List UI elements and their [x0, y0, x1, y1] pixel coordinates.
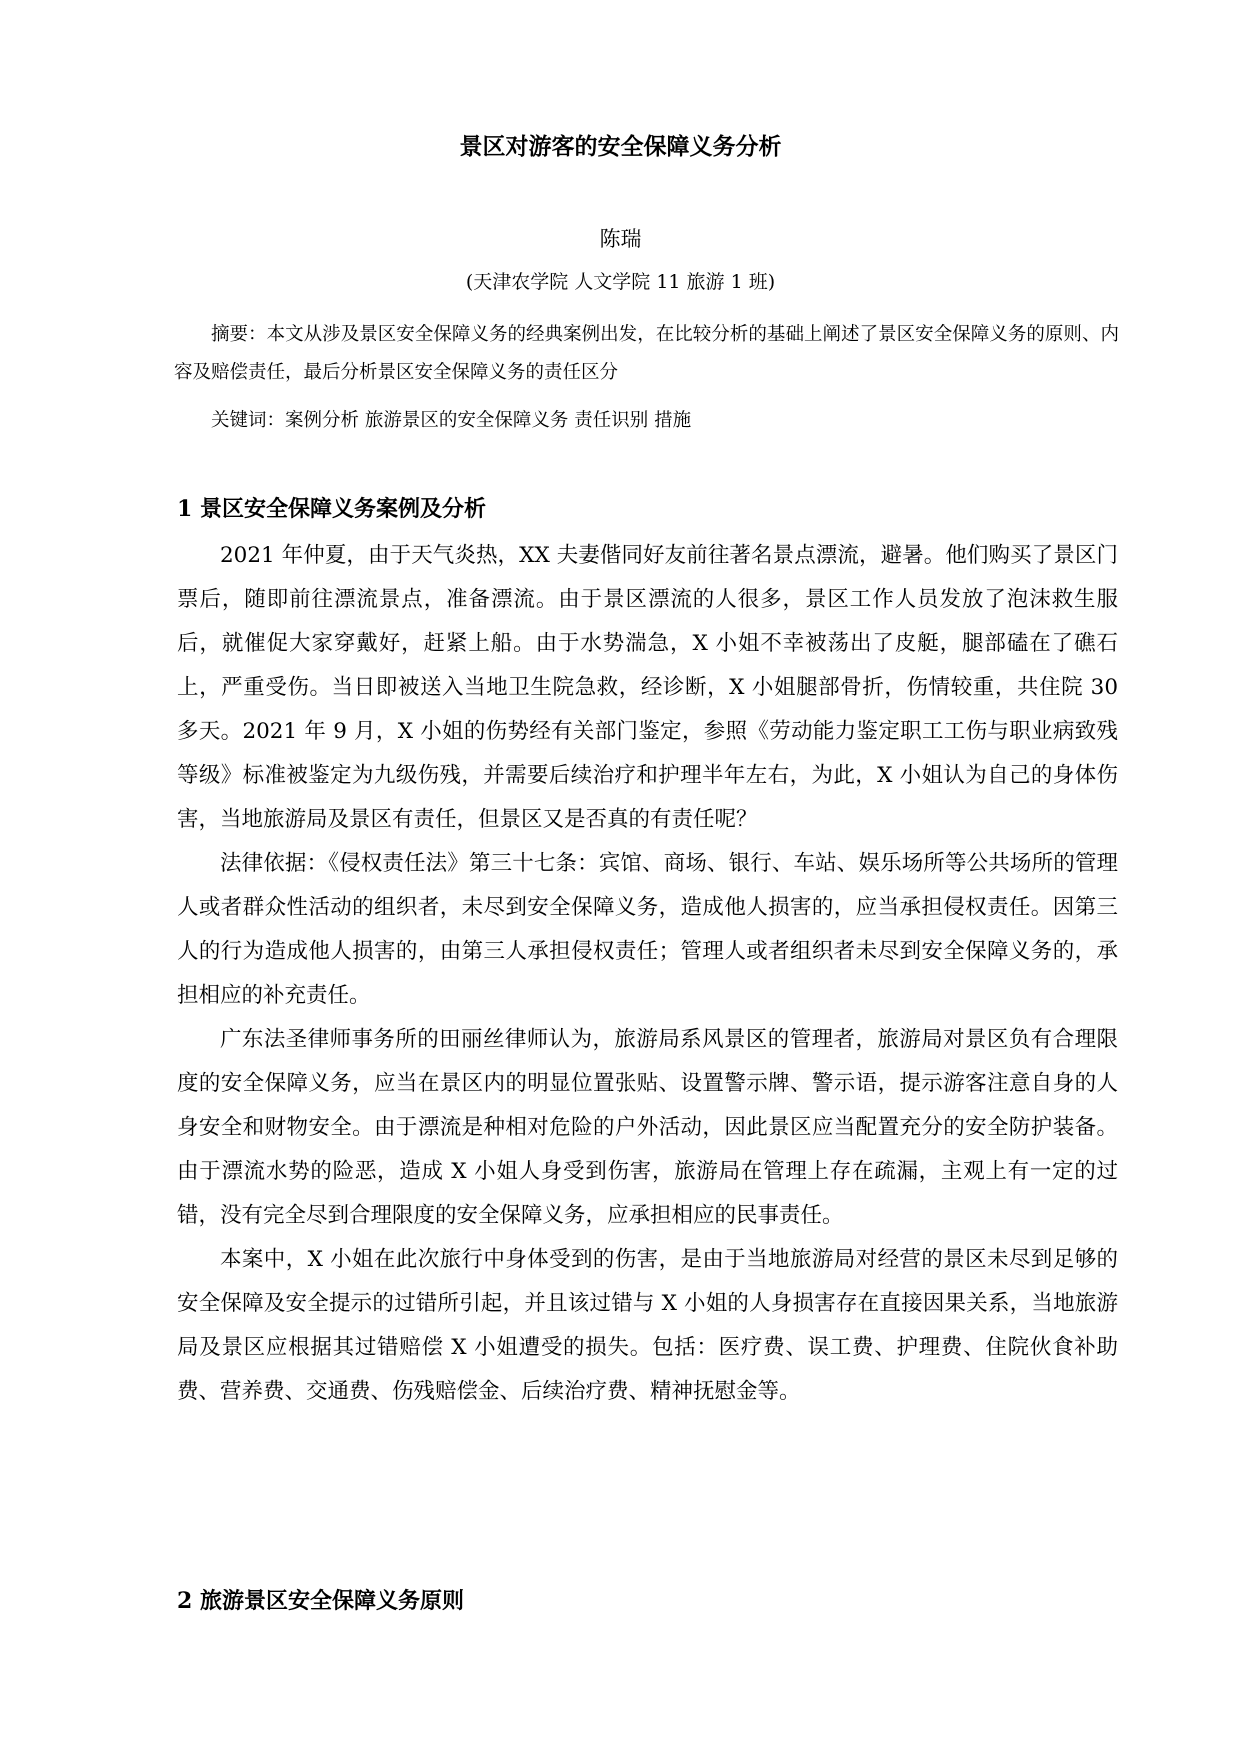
paragraph-case: 2021 年仲夏，由于天气炎热，XX 夫妻偕同好友前往著名景点漂流，避暑。他们购买了景区门票后，随即前往漂流景点，准备漂流。由于景区漂流的人很多，景区工作人员发放了泡沫救生服后，就催促大家穿戴好，赶紧上船。由于水势湍急，X 小姐不幸被荡出了皮艇，腿部磕在了礁石上，严重受伤。当日即被送入当地卫生院急救，经诊断，X 小姐腿部骨折，伤情较重，共住院 30 多天。2021 年 9 月，X 小姐的伤势经有关部门鉴定，参照《劳动能力鉴定职工工伤与职业病致残等级》标准被鉴定为九级伤残，并需要后续治疗和护理半年左右，为此，X 小姐认为自己的身体伤害，当地旅游局及景区有责任，但景区又是否真的有责任呢？	[177, 543, 1118, 832]
paragraph-conclusion: 本案中，X 小姐在此次旅行中身体受到的伤害，是由于当地旅游局对经营的景区未尽到足够的安全保障及安全提示的过错所引起，并且该过错与 X 小姐的人身损害存在直接因果关系，当地旅游局及景区应根据其过错赔偿 X 小姐遭受的损失。包括：医疗费、误工费、护理费、住院伙食补助费、营养费、交通费、伤残赔偿金、后续治疗费、精神抚慰金等。	[177, 1247, 1118, 1404]
section-heading-1: 1 景区安全保障义务案例及分析	[177, 496, 486, 522]
paragraph-lawyer-opinion: 广东法圣律师事务所的田丽丝律师认为，旅游局系风景区的管理者，旅游局对景区负有合理限度的安全保障义务，应当在景区内的明显位置张贴、设置警示牌、警示语，提示游客注意自身的人身安全和财物安全。由于漂流是种相对危险的户外活动，因此景区应当配置充分的安全防护装备。由于漂流水势的险恶，造成 X 小姐人身受到伤害，旅游局在管理上存在疏漏，主观上有一定的过错，没有完全尽到合理限度的安全保障义务，应承担相应的民事责任。	[177, 1027, 1118, 1228]
section-1-body	[177, 534, 1118, 1414]
author-name: 陈瑞	[599, 227, 642, 251]
document-title: 景区对游客的安全保障义务分析	[459, 133, 782, 160]
author-affiliation: (天津农学院 人文学院 11 旅游 1 班)	[465, 271, 776, 293]
abstract: 摘要：本文从涉及景区安全保障义务的经典案例出发，在比较分析的基础上阐述了景区安全保障义务的原则、内容及赔偿责任，最后分析景区安全保障义务的责任区分	[174, 324, 1119, 383]
section-heading-2: 2 旅游景区安全保障义务原则	[177, 1588, 464, 1614]
keywords: 关键词：案例分析 旅游景区的安全保障义务 责任识别 措施	[211, 410, 692, 431]
paragraph-legal-basis: 法律依据：《侵权责任法》第三十七条：宾馆、商场、银行、车站、娱乐场所等公共场所的管理人或者群众性活动的组织者，未尽到安全保障义务，造成他人损害的，应当承担侵权责任。因第三人的行为造成他人损害的，由第三人承担侵权责任；管理人或者组织者未尽到安全保障义务的，承担相应的补充责任。	[177, 851, 1118, 1008]
